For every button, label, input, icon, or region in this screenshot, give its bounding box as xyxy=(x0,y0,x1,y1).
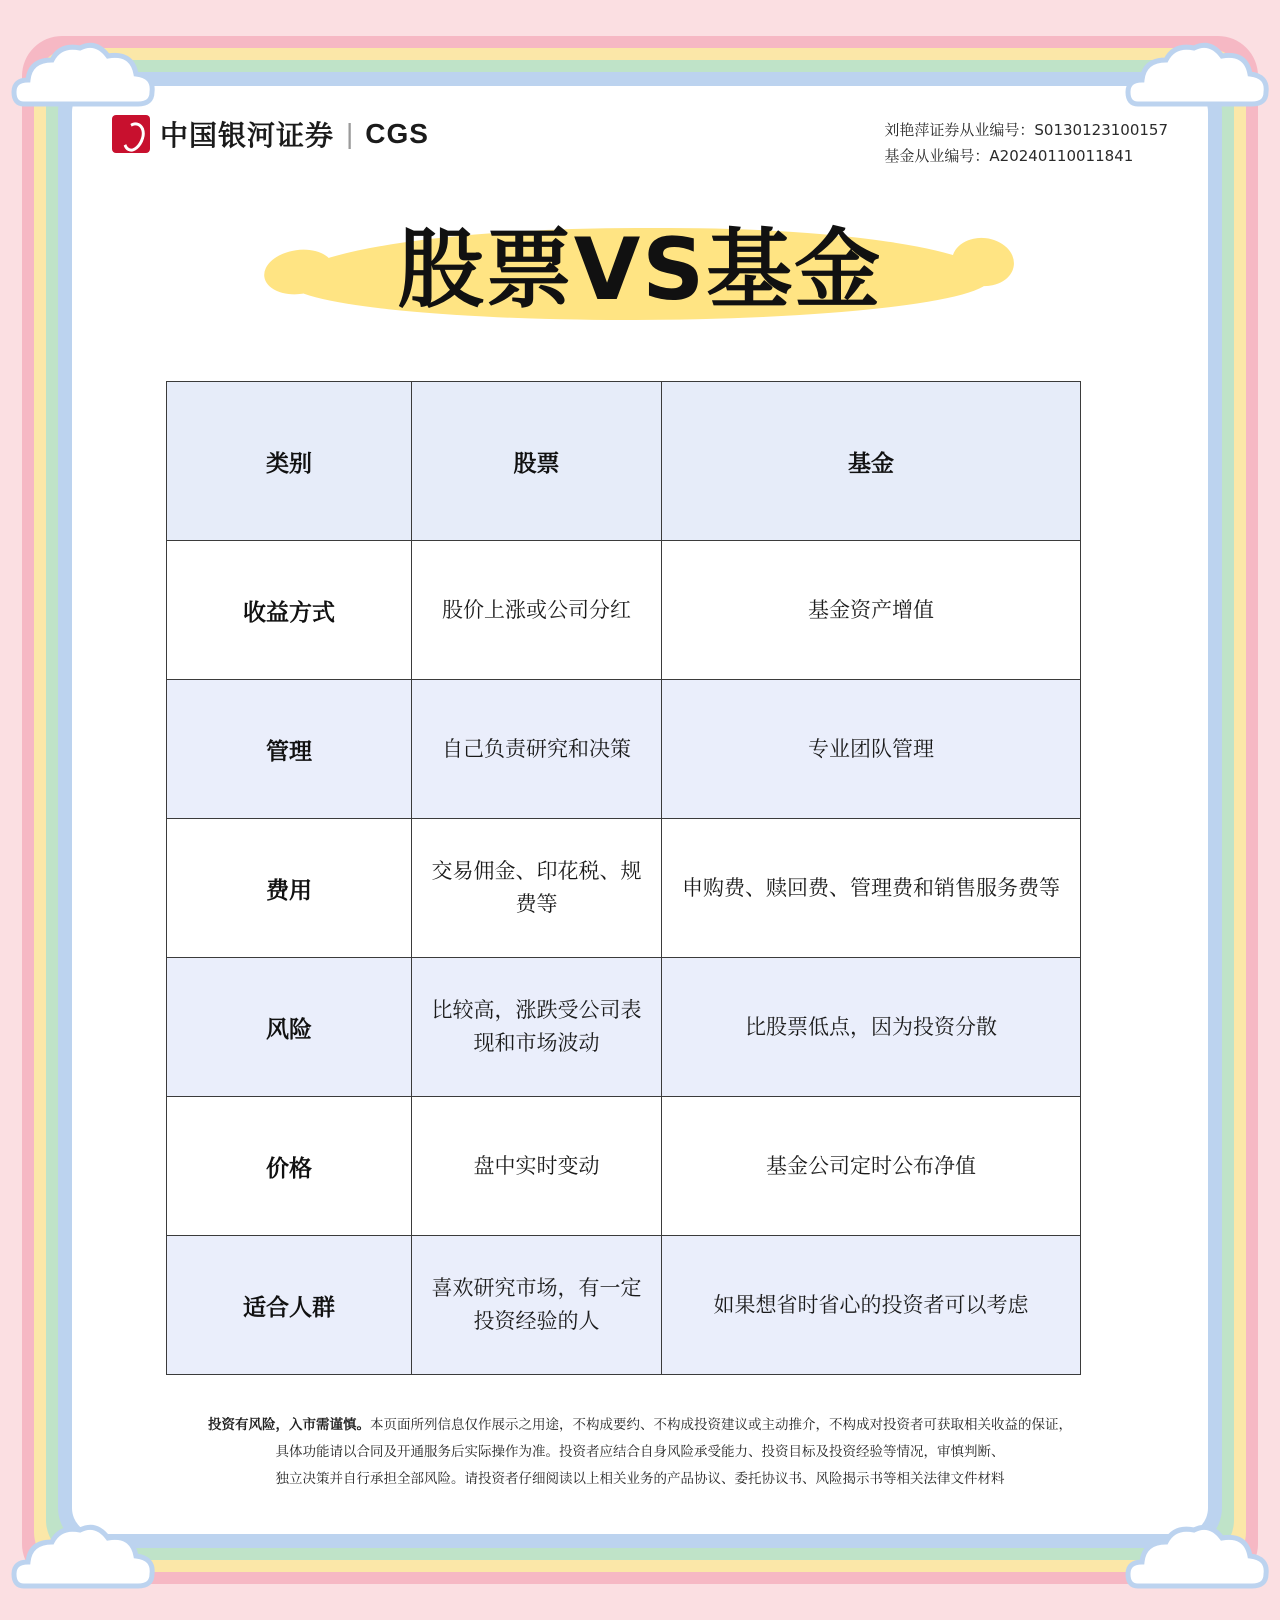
row-stock-value: 盘中实时变动 xyxy=(412,1097,662,1236)
galaxy-securities-logo-icon xyxy=(112,115,150,153)
license-line-2: 基金从业编号：A20240110011841 xyxy=(884,146,1134,165)
row-fund-value: 申购费、赎回费、管理费和销售服务费等 xyxy=(662,819,1081,958)
table-row xyxy=(167,1236,1081,1375)
row-fund-value: 专业团队管理 xyxy=(662,680,1081,819)
row-fund-value: 如果想省时省心的投资者可以考虑 xyxy=(662,1236,1081,1375)
comparison-table-container xyxy=(166,381,1080,1375)
disclaimer-line-1 xyxy=(0,1412,1280,1439)
table-header-fund: 基金 xyxy=(662,382,1081,541)
title-block xyxy=(0,210,1280,350)
page-header xyxy=(112,108,1168,168)
disclaimer-line-2: 具体功能请以合同及开通服务后实际操作为准。投资者应结合自身风险承受能力、投资目标及投资经验等情况，审慎判断、 xyxy=(275,1444,1005,1460)
brand-logo xyxy=(112,114,429,154)
row-fund-value: 基金资产增值 xyxy=(662,541,1081,680)
row-stock-value: 比较高，涨跌受公司表现和市场波动 xyxy=(412,958,662,1097)
row-category: 适合人群 xyxy=(167,1236,412,1375)
table-row xyxy=(167,1097,1081,1236)
disclaimer-line-3: 独立决策并自行承担全部风险。请投资者仔细阅读以上相关业务的产品协议、委托协议书、风险揭示书等相关法律文件材料 xyxy=(275,1471,1005,1487)
row-category: 风险 xyxy=(167,958,412,1097)
row-stock-value: 交易佣金、印花税、规费等 xyxy=(412,819,662,958)
license-line-1: 刘艳萍证券从业编号：S0130123100157 xyxy=(884,121,1168,139)
row-fund-value: 基金公司定时公布净值 xyxy=(662,1097,1081,1236)
disclaimer xyxy=(0,1412,1280,1493)
table-header-category: 类别 xyxy=(167,382,412,541)
row-category: 管理 xyxy=(167,680,412,819)
table-row xyxy=(167,541,1081,680)
brand-name-cn: 中国银河证券 xyxy=(160,119,335,152)
brand-divider: | xyxy=(346,118,354,149)
row-category: 费用 xyxy=(167,819,412,958)
disclaimer-line-1-rest: 本页面所列信息仅作展示之用途，不构成要约、不构成投资建议或主动推介，不构成对投资者可获取相关收益的保证， xyxy=(370,1417,1072,1433)
row-stock-value: 自己负责研究和决策 xyxy=(412,680,662,819)
row-fund-value: 比股票低点，因为投资分散 xyxy=(662,958,1081,1097)
row-stock-value: 股价上涨或公司分红 xyxy=(412,541,662,680)
page-title: 股票VS基金 xyxy=(397,220,883,320)
comparison-table xyxy=(166,381,1081,1375)
brand-name-en: CGS xyxy=(365,118,429,149)
table-row xyxy=(167,680,1081,819)
row-stock-value: 喜欢研究市场，有一定投资经验的人 xyxy=(412,1236,662,1375)
disclaimer-line-1-bold: 投资有风险，入市需谨慎。 xyxy=(208,1417,370,1433)
license-info xyxy=(884,118,1168,169)
table-header-stock: 股票 xyxy=(412,382,662,541)
row-category: 收益方式 xyxy=(167,541,412,680)
table-row xyxy=(167,958,1081,1097)
table-row xyxy=(167,819,1081,958)
table-header-row xyxy=(167,382,1081,541)
row-category: 价格 xyxy=(167,1097,412,1236)
